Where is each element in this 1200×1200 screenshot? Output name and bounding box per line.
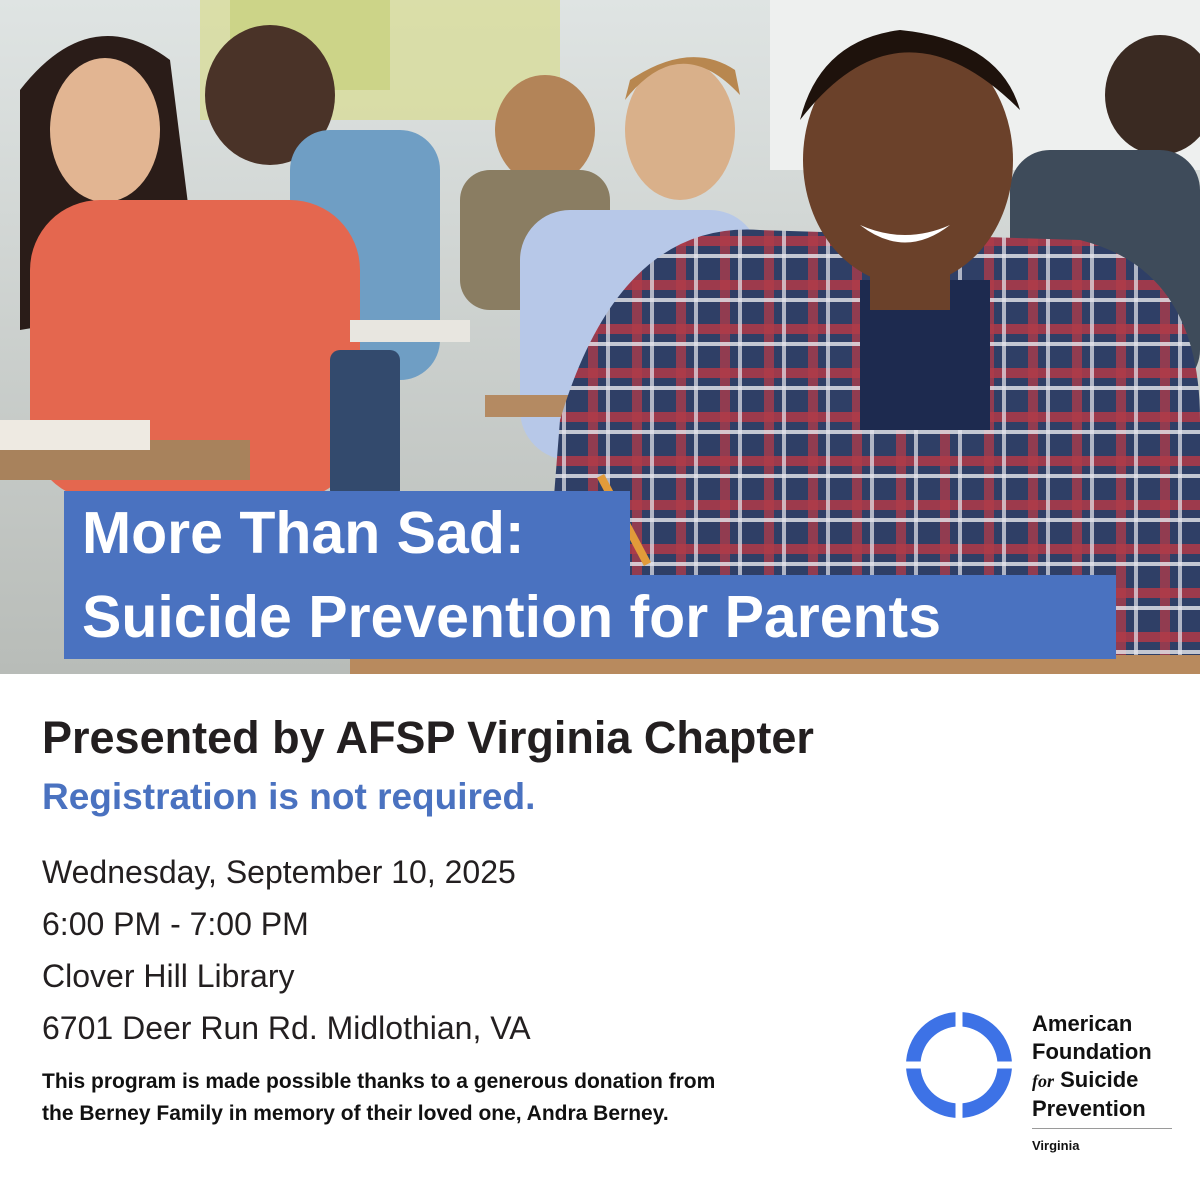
logo-chapter: Virginia xyxy=(1032,1138,1080,1153)
event-venue: Clover Hill Library xyxy=(42,958,295,994)
logo-name-line-3 xyxy=(1032,1066,1152,1095)
event-details xyxy=(42,846,531,1054)
logo-wordmark xyxy=(1032,1010,1152,1123)
logo-divider xyxy=(1032,1128,1172,1129)
logo-name-line-2: Foundation xyxy=(1032,1039,1152,1064)
sponsor-note xyxy=(42,1066,882,1130)
afsp-logo xyxy=(906,1010,1176,1160)
logo-name-line-1: American xyxy=(1032,1011,1133,1036)
title-line-1: More Than Sad: xyxy=(64,491,630,575)
title-line-2: Suicide Prevention for Parents xyxy=(64,575,1116,659)
logo-suicide: Suicide xyxy=(1060,1067,1139,1092)
event-time: 6:00 PM - 7:00 PM xyxy=(42,906,309,942)
logo-name-line-4: Prevention xyxy=(1032,1096,1146,1121)
presented-by-heading: Presented by AFSP Virginia Chapter xyxy=(42,712,814,763)
title-banner xyxy=(64,491,1116,659)
sponsor-line-2: the Berney Family in memory of their loved one, Andra Berney. xyxy=(42,1102,669,1125)
logo-for: for xyxy=(1032,1071,1054,1091)
registration-note: Registration is not required. xyxy=(42,776,536,817)
lifebuoy-icon xyxy=(906,1012,1012,1118)
sponsor-line-1: This program is made possible thanks to a generous donation from xyxy=(42,1070,716,1093)
event-date: Wednesday, September 10, 2025 xyxy=(42,854,516,890)
event-address: 6701 Deer Run Rd. Midlothian, VA xyxy=(42,1010,531,1046)
